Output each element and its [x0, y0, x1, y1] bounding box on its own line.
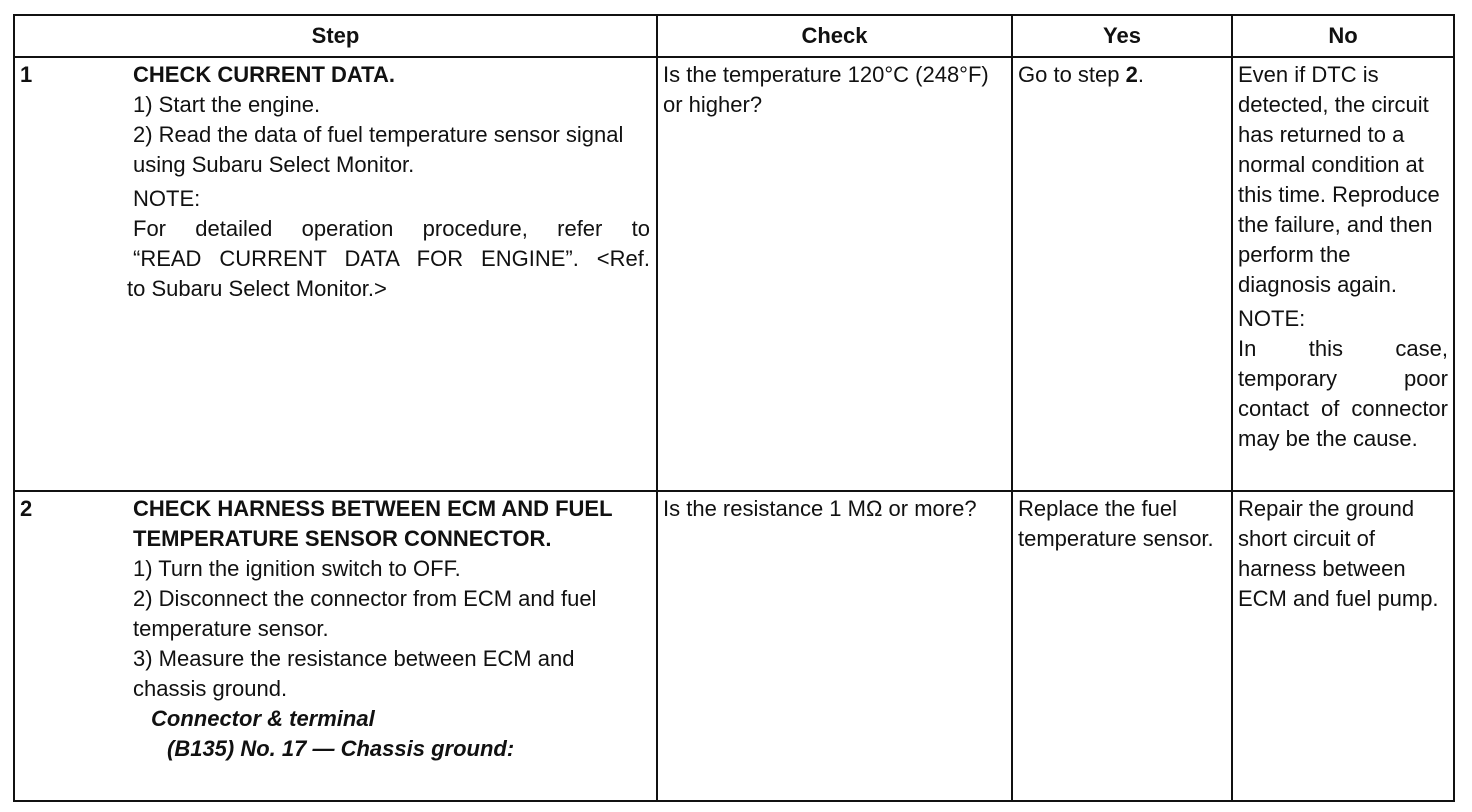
- note-text: For detailed operation procedure, refer to: [133, 216, 650, 241]
- note-text: In this case, temporary poor contact of connector may be the cause.: [1238, 336, 1448, 451]
- yes-step-ref: 2: [1125, 62, 1138, 87]
- note-label: NOTE:: [133, 186, 201, 211]
- step-number: 1: [20, 62, 33, 87]
- note-text: to Subaru Select Monitor.>: [127, 276, 387, 301]
- note-text: “READ CURRENT DATA FOR ENGINE”. <Ref.: [133, 246, 650, 271]
- no-text: Even if DTC is detected, the circuit has returned to a normal condition at this time. Reproduce the failure, and then perform the diagnosis again.: [1238, 62, 1440, 297]
- no-cell: [1232, 57, 1454, 491]
- step-cell: [14, 491, 657, 801]
- connector-value: (B135) No. 17 — Chassis ground:: [167, 736, 515, 761]
- step-instruction: 2) Read the data of fuel temperature sensor signal using Subaru Select Monitor.: [133, 122, 624, 177]
- step-number: 2: [20, 496, 33, 521]
- no-cell: [1232, 491, 1454, 801]
- yes-prefix: Go to step: [1018, 62, 1126, 87]
- step-body: [127, 58, 656, 304]
- no-content: [1233, 58, 1453, 454]
- table-header-row: [14, 15, 1454, 57]
- connector-label: Connector & terminal: [151, 706, 375, 731]
- header-check: Check: [657, 15, 1012, 57]
- yes-text: Replace the fuel temperature sensor.: [1018, 496, 1214, 551]
- header-yes: Yes: [1012, 15, 1232, 57]
- header-step: Step: [14, 15, 657, 57]
- table-row: [14, 491, 1454, 801]
- yes-cell: [1012, 491, 1232, 801]
- note-label: NOTE:: [1238, 306, 1306, 331]
- step-title: CHECK HARNESS BETWEEN ECM AND FUEL TEMPERATURE SENSOR CONNECTOR.: [133, 496, 613, 551]
- yes-suffix: .: [1137, 62, 1144, 87]
- step-body: [133, 492, 656, 764]
- diagnosis-table: [13, 14, 1455, 802]
- yes-text: [1013, 58, 1231, 90]
- step-instruction: 1) Start the engine.: [133, 92, 321, 117]
- step-instruction: 2) Disconnect the connector from ECM and fuel temperature sensor.: [133, 586, 597, 641]
- table-row: [14, 57, 1454, 491]
- check-cell: [657, 491, 1012, 801]
- check-text: Is the temperature 120°C (248°F) or higher?: [663, 62, 989, 117]
- no-text: Repair the ground short circuit of harness between ECM and fuel pump.: [1238, 496, 1439, 611]
- step-instruction: 1) Turn the ignition switch to OFF.: [133, 556, 461, 581]
- check-cell: [657, 57, 1012, 491]
- yes-cell: [1012, 57, 1232, 491]
- step-title: CHECK CURRENT DATA.: [133, 62, 395, 87]
- step-cell: [14, 57, 657, 491]
- step-instruction: 3) Measure the resistance between ECM and chassis ground.: [133, 646, 575, 701]
- header-no: No: [1232, 15, 1454, 57]
- check-text: Is the resistance 1 MΩ or more?: [663, 496, 977, 521]
